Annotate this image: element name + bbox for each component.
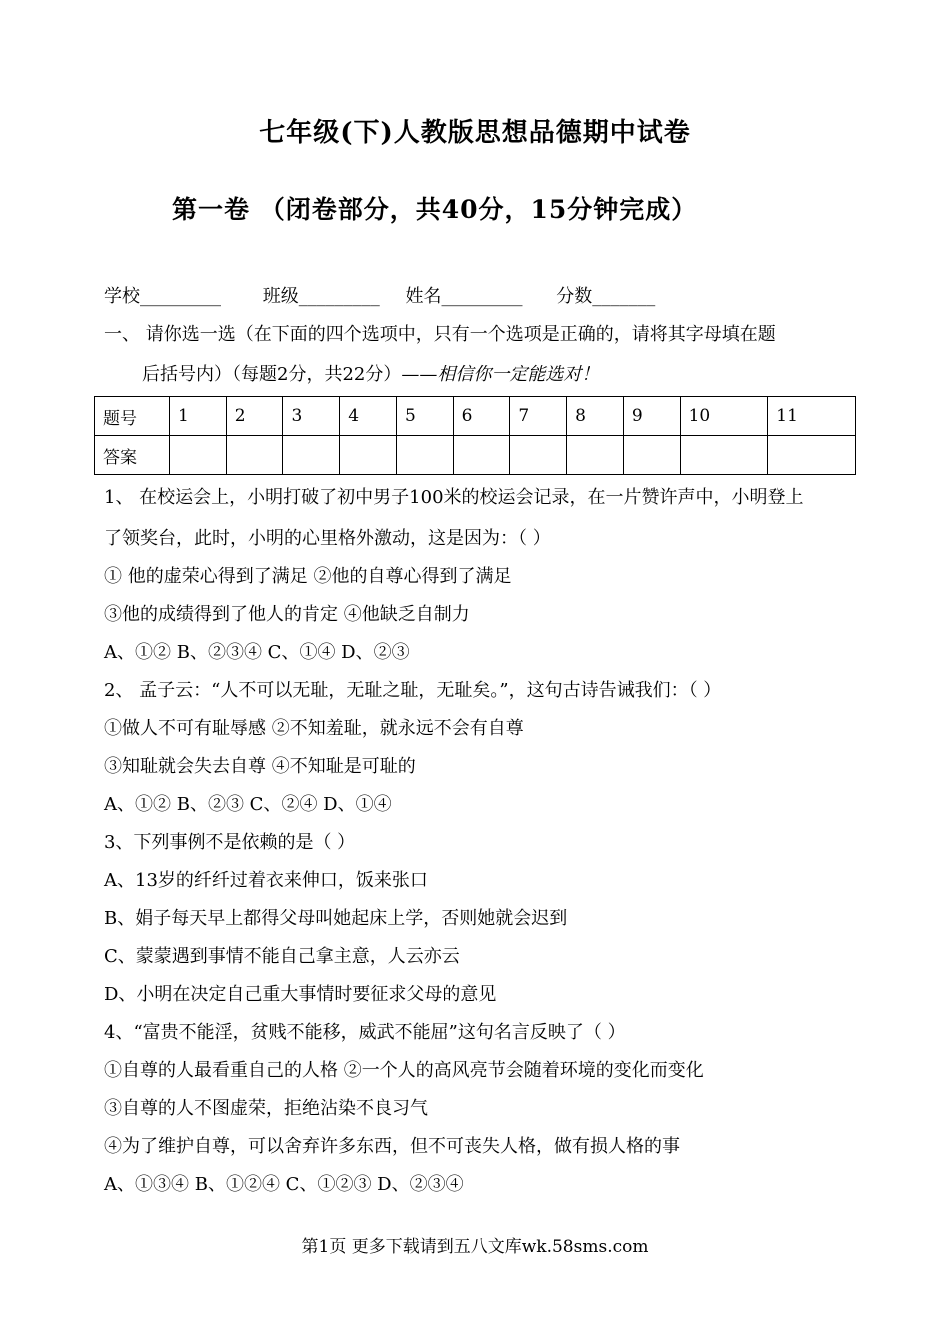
q3-choice-c: C、蒙蒙遇到事情不能自己拿主意，人云亦云 — [104, 946, 460, 967]
section1-instruction-text: 后括号内）（每题2分，共22分）—— — [142, 364, 438, 385]
q2-choices: A、①② B、②③ C、②④ D、①④ — [104, 794, 392, 815]
q1-stem-line1: 1、 在校运会上，小明打破了初中男子100米的校运会记录，在一片赞许声中，小明登上 — [104, 487, 804, 508]
student-info-row — [104, 282, 655, 308]
q4-choices: A、①③④ B、①②④ C、①②③ D、②③④ — [104, 1174, 464, 1195]
answer-cell[interactable] — [680, 436, 768, 475]
answer-table-answer-row — [95, 436, 856, 475]
answer-cell[interactable] — [170, 436, 227, 475]
page-title: 七年级(下)人教版思想品德期中试卷 — [259, 118, 691, 148]
q2-options-line2: ③知耻就会失去自尊 ④不知耻是可耻的 — [104, 756, 416, 777]
page-footer: 第1页 更多下载请到五八文库wk.58sms.com — [301, 1237, 649, 1257]
question-number-cell: 4 — [340, 397, 397, 436]
answer-cell[interactable] — [340, 436, 397, 475]
question-number-cell: 11 — [768, 397, 856, 436]
section1-instruction-line1: 一、 请你选一选（在下面的四个选项中，只有一个选项是正确的，请将其字母填在题 — [104, 324, 776, 345]
answer-table-header-row — [95, 397, 856, 436]
answer-cell[interactable] — [283, 436, 340, 475]
school-field: 学校_________ — [104, 286, 221, 307]
q1-stem-line2: 了领奖台，此时，小明的心里格外激动，这是因为：（ ） — [104, 528, 551, 549]
class-field: 班级_________ — [262, 286, 380, 307]
q4-options-line3: ④为了维护自尊，可以舍弃许多东西，但不可丧失人格，做有损人格的事 — [104, 1136, 680, 1157]
q3-choice-a: A、13岁的纤纤过着衣来伸口，饭来张口 — [104, 870, 428, 891]
question-number-cell: 8 — [567, 397, 624, 436]
question-number-cell: 1 — [170, 397, 227, 436]
answer-table — [94, 396, 856, 475]
question-number-cell: 3 — [283, 397, 340, 436]
q2-options-line1: ①做人不可有耻辱感 ②不知羞耻，就永远不会有自尊 — [104, 718, 524, 739]
answer-cell[interactable] — [768, 436, 856, 475]
q3-stem: 3、下列事例不是依赖的是（ ） — [104, 832, 356, 853]
answer-cell[interactable] — [396, 436, 453, 475]
score-field: 分数_______ — [556, 286, 656, 307]
answer-cell[interactable] — [453, 436, 510, 475]
answer-label-cell: 答案 — [95, 436, 170, 475]
answer-cell[interactable] — [510, 436, 567, 475]
answer-cell[interactable] — [226, 436, 283, 475]
section1-encouragement: 相信你一定能选对！ — [437, 364, 600, 385]
q4-options-line1: ①自尊的人最看重自己的人格 ②一个人的高风亮节会随着环境的变化而变化 — [104, 1060, 704, 1081]
question-number-cell: 9 — [623, 397, 680, 436]
section1-instruction-line2 — [142, 360, 599, 386]
answer-cell[interactable] — [567, 436, 624, 475]
q2-stem: 2、 孟子云：“人不可以无耻，无耻之耻，无耻矣。”，这句古诗告诫我们：（ ） — [104, 680, 722, 701]
section-subtitle: 第一卷 （闭卷部分，共40分，15分钟完成） — [172, 195, 698, 224]
question-number-cell: 10 — [680, 397, 768, 436]
q1-choices: A、①② B、②③④ C、①④ D、②③ — [104, 642, 410, 663]
answer-cell[interactable] — [623, 436, 680, 475]
q1-options-line1: ① 他的虚荣心得到了满足 ②他的自尊心得到了满足 — [104, 566, 512, 587]
q1-options-line2: ③他的成绩得到了他人的肯定 ④他缺乏自制力 — [104, 604, 470, 625]
question-number-cell: 6 — [453, 397, 510, 436]
header-label-cell: 题号 — [95, 397, 170, 436]
q3-choice-b: B、娟子每天早上都得父母叫她起床上学，否则她就会迟到 — [104, 908, 568, 929]
q3-choice-d: D、小明在决定自己重大事情时要征求父母的意见 — [104, 984, 497, 1005]
question-number-cell: 2 — [226, 397, 283, 436]
q4-options-line2: ③自尊的人不图虚荣，拒绝沾染不良习气 — [104, 1098, 428, 1119]
question-number-cell: 5 — [396, 397, 453, 436]
question-number-cell: 7 — [510, 397, 567, 436]
q4-stem: 4、“富贵不能淫，贫贱不能移，威武不能屈”这句名言反映了（ ） — [104, 1022, 626, 1043]
name-field: 姓名_________ — [405, 286, 523, 307]
